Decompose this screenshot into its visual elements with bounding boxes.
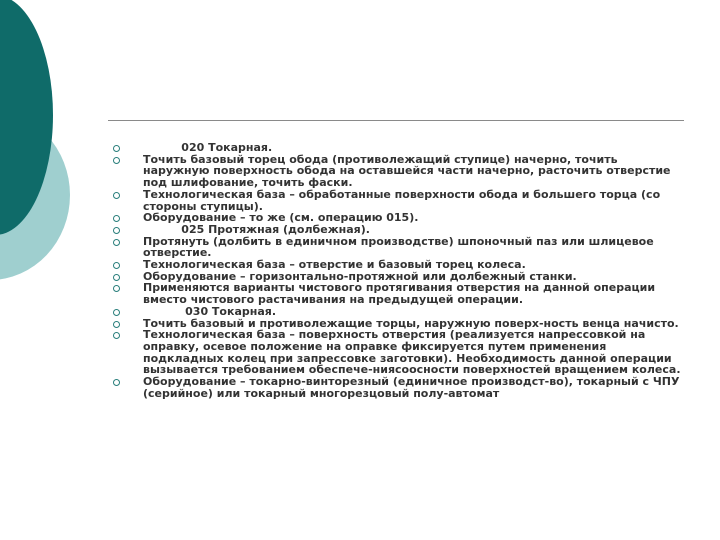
circle-bullet-icon: [113, 285, 120, 292]
list-item: [110, 376, 682, 399]
list-item-text: Оборудование – горизонтально-протяжной или долбежный станки.: [143, 269, 577, 283]
circle-bullet-icon: [113, 262, 120, 269]
list-item-text: Технологическая база – обработанные поверхности обода и большего торца (со стороны ступицы).: [143, 187, 664, 213]
list-item-text: Технологическая база – отверстие и базовый торец колеса.: [143, 258, 526, 272]
circle-bullet-icon: [113, 309, 120, 316]
list-item-text: 025 Протяжная (долбежная).: [143, 222, 370, 236]
list-item: [110, 154, 682, 189]
circle-bullet-icon: [113, 321, 120, 328]
circle-bullet-icon: [113, 332, 120, 339]
bullet-list: [110, 142, 682, 399]
circle-bullet-icon: [113, 145, 120, 152]
decorative-circles: [0, 0, 120, 300]
circle-bullet-icon: [113, 379, 120, 386]
circle-bullet-icon: [113, 227, 120, 234]
list-item-text: Точить базовый и противолежащие торцы, наружную поверх-ность венца начисто.: [143, 316, 679, 330]
list-item-text: Оборудование – токарно-винторезный (единичное производст-во), токарный с ЧПУ (серийное) или токарный многорезцовый полу-автомат: [143, 375, 684, 400]
list-item-text: 020 Токарная.: [143, 141, 273, 154]
list-item-text: Применяются варианты чистового протягивания отверстия на данной операции вместо чистового растачивания на предыдущей операции.: [143, 281, 659, 307]
title-divider: [108, 120, 684, 121]
list-item-text: Технологическая база – поверхность отверстия (реализуется напрессовкой на оправку, осевое положение на оправке фиксируется путем применения подкладных колец при запрессовке заготовки). Необходимость данной операции вызывается требованием обеспече-ниясоосности поверхностей вращением колеса.: [143, 328, 681, 377]
list-item-text: Точить базовый торец обода (противолежащий ступице) начерно, точить наружную поверхность обода на оставшейся части начерно, расточить отверстие под шлифование, точить фаски.: [143, 152, 675, 190]
circle-bullet-icon: [113, 274, 120, 281]
list-item-text: 030 Токарная.: [143, 304, 277, 318]
circle-bullet-icon: [113, 192, 120, 199]
circle-bullet-icon: [113, 215, 120, 222]
circle-bullet-icon: [113, 157, 120, 164]
list-item: [110, 329, 682, 376]
list-item: [110, 189, 682, 212]
circle-bullet-icon: [113, 239, 120, 246]
list-item: [110, 236, 682, 259]
list-item: [110, 282, 682, 305]
list-item-text: Протянуть (долбить в единичном производстве) шпоночный паз или шлицевое отверстие.: [143, 234, 658, 260]
list-item-text: Оборудование – то же (см. операцию 015).: [143, 211, 419, 225]
